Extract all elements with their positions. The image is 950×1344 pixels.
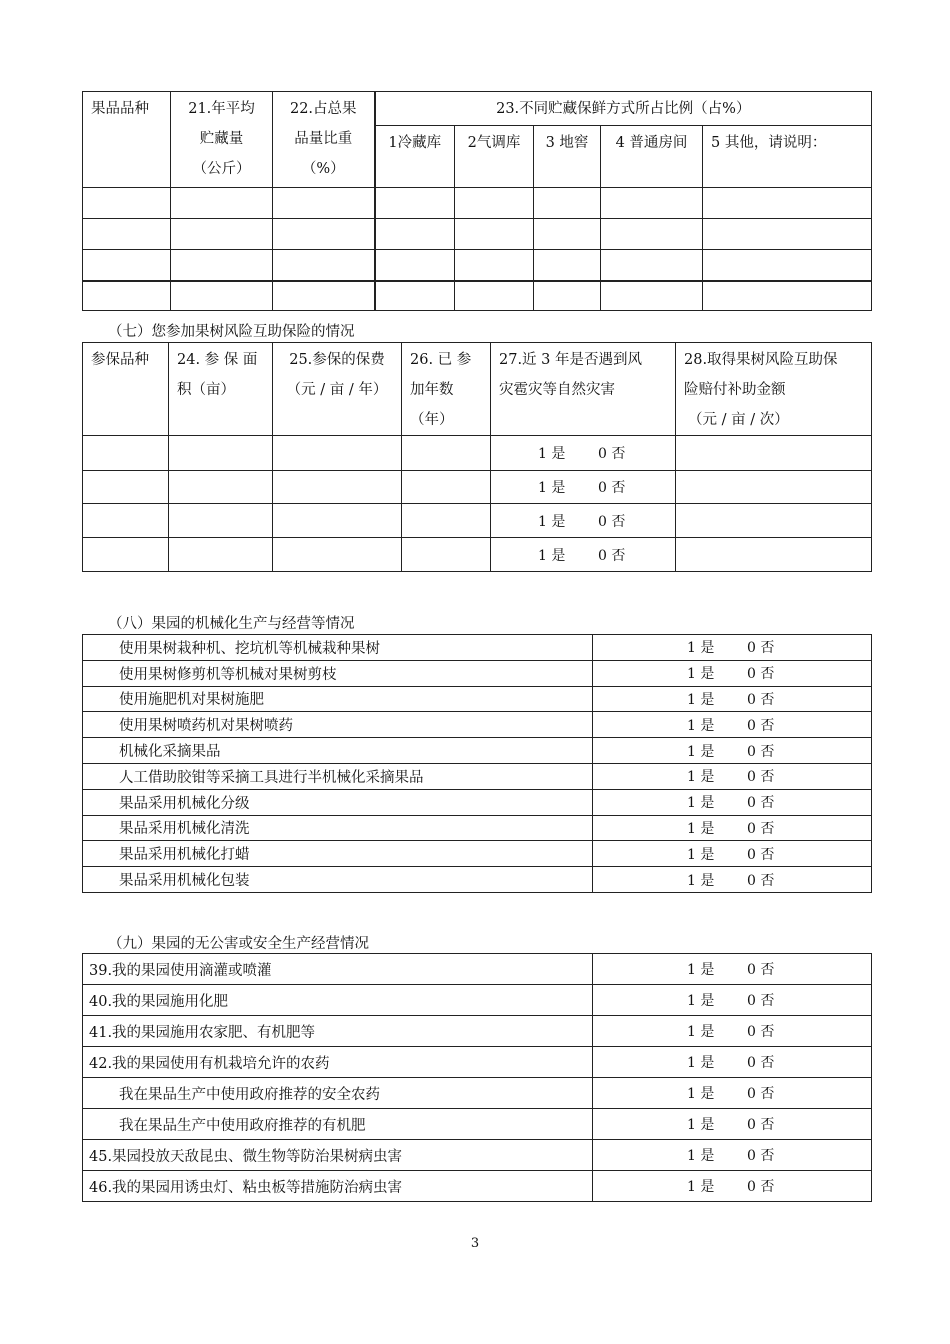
- table-row: [83, 436, 872, 471]
- yes-no-option[interactable]: 1 是 0 否: [491, 436, 676, 471]
- yes-no-option[interactable]: 1 是 0 否: [593, 1171, 872, 1202]
- yes-no-option[interactable]: 1 是 0 否: [593, 660, 872, 686]
- yes-no-option[interactable]: 1 是 0 否: [593, 1016, 872, 1047]
- table-row: [83, 985, 872, 1016]
- row-label: 使用果树栽种机、挖坑机等机械栽种果树: [83, 635, 593, 661]
- table-row: [83, 250, 872, 281]
- table-row: [83, 789, 872, 815]
- storage-table: [82, 91, 872, 311]
- safety-table: [82, 953, 872, 1202]
- storage-sub-3: 3 地窖: [534, 126, 601, 188]
- yes-no-option[interactable]: 1 是 0 否: [593, 954, 872, 985]
- storage-sub-4: 4 普通房间: [601, 126, 703, 188]
- yes-no-option[interactable]: 1 是 0 否: [593, 763, 872, 789]
- row-label: 39.我的果园使用滴灌或喷灌: [83, 954, 593, 985]
- storage-sub-2: 2气调库: [455, 126, 534, 188]
- yes-no-option[interactable]: 1 是 0 否: [593, 1140, 872, 1171]
- yes-no-option[interactable]: 1 是 0 否: [491, 504, 676, 538]
- row-label: 我在果品生产中使用政府推荐的安全农药: [83, 1078, 593, 1109]
- table-row: [83, 1078, 872, 1109]
- ins-col-27: 27.近 3 年是否遇到风 灾雹灾等自然灾害: [491, 343, 676, 436]
- row-label: 果品采用机械化清洗: [83, 815, 593, 841]
- table-row: [83, 281, 872, 311]
- ins-col-24: 24. 参 保 面 积（亩）: [169, 343, 273, 436]
- yes-no-option[interactable]: 1 是 0 否: [491, 538, 676, 572]
- table-row: [83, 538, 872, 572]
- row-label: 42.我的果园使用有机栽培允许的农药: [83, 1047, 593, 1078]
- row-label: 使用施肥机对果树施肥: [83, 686, 593, 712]
- row-label: 机械化采摘果品: [83, 738, 593, 764]
- yes-no-option[interactable]: 1 是 0 否: [593, 635, 872, 661]
- row-label: 45.果园投放天敌昆虫、微生物等防治果树病虫害: [83, 1140, 593, 1171]
- ins-col-25: 25.参保的保费 （元 / 亩 / 年）: [273, 343, 402, 436]
- storage-col-23-title: 23.不同贮藏保鲜方式所占比例（占%）: [375, 92, 872, 126]
- table-row: [83, 867, 872, 893]
- yes-no-option[interactable]: 1 是 0 否: [593, 1109, 872, 1140]
- row-label: 使用果树喷药机对果树喷药: [83, 712, 593, 738]
- yes-no-option[interactable]: 1 是 0 否: [491, 471, 676, 504]
- table-row: [83, 738, 872, 764]
- storage-sub-1: 1冷藏库: [375, 126, 455, 188]
- row-label: 41.我的果园施用农家肥、有机肥等: [83, 1016, 593, 1047]
- row-label: 人工借助胶钳等采摘工具进行半机械化采摘果品: [83, 763, 593, 789]
- table-row: [83, 1047, 872, 1078]
- table-row: [83, 954, 872, 985]
- section7-title: （七）您参加果树风险互助保险的情况: [108, 324, 355, 340]
- storage-col-21: 21.年平均 贮藏量 （公斤）: [171, 92, 273, 188]
- table-row: [83, 1016, 872, 1047]
- row-label: 果品采用机械化包装: [83, 867, 593, 893]
- section8-title: （八）果园的机械化生产与经营等情况: [108, 616, 355, 632]
- yes-no-option[interactable]: 1 是 0 否: [593, 1078, 872, 1109]
- table-row: [83, 219, 872, 250]
- row-label: 40.我的果园施用化肥: [83, 985, 593, 1016]
- row-label: 果品采用机械化分级: [83, 789, 593, 815]
- mechanization-table: [82, 634, 872, 893]
- storage-sub-5: 5 其他，请说明：: [703, 126, 872, 188]
- yes-no-option[interactable]: 1 是 0 否: [593, 841, 872, 867]
- table-row: [83, 686, 872, 712]
- table-row: [83, 815, 872, 841]
- table-row: [83, 1140, 872, 1171]
- ins-col-26: 26. 已 参 加年数 （年）: [402, 343, 491, 436]
- insurance-table: [82, 342, 872, 572]
- yes-no-option[interactable]: 1 是 0 否: [593, 738, 872, 764]
- storage-col-22: 22.占总果 品量比重 （%）: [273, 92, 375, 188]
- table-row: [83, 1171, 872, 1202]
- yes-no-option[interactable]: 1 是 0 否: [593, 686, 872, 712]
- section9-title: （九）果园的无公害或安全生产经营情况: [108, 936, 369, 952]
- row-label: 我在果品生产中使用政府推荐的有机肥: [83, 1109, 593, 1140]
- page-number: 3: [470, 1236, 480, 1251]
- row-label: 使用果树修剪机等机械对果树剪枝: [83, 660, 593, 686]
- yes-no-option[interactable]: 1 是 0 否: [593, 712, 872, 738]
- table-row: [83, 1109, 872, 1140]
- table-row: [83, 763, 872, 789]
- table-row: [83, 712, 872, 738]
- row-label: 果品采用机械化打蜡: [83, 841, 593, 867]
- table-row: [83, 471, 872, 504]
- ins-col-28: 28.取得果树风险互助保 险赔付补助金额 （元 / 亩 / 次）: [676, 343, 872, 436]
- yes-no-option[interactable]: 1 是 0 否: [593, 815, 872, 841]
- row-label: 46.我的果园用诱虫灯、粘虫板等措施防治病虫害: [83, 1171, 593, 1202]
- yes-no-option[interactable]: 1 是 0 否: [593, 867, 872, 893]
- yes-no-option[interactable]: 1 是 0 否: [593, 985, 872, 1016]
- table-row: [83, 188, 872, 219]
- table-row: [83, 504, 872, 538]
- yes-no-option[interactable]: 1 是 0 否: [593, 789, 872, 815]
- table-row: [83, 660, 872, 686]
- table-row: [83, 635, 872, 661]
- ins-col-fruit: 参保品种: [83, 343, 169, 436]
- storage-col-fruit: 果品品种: [83, 92, 171, 188]
- table-row: [83, 841, 872, 867]
- yes-no-option[interactable]: 1 是 0 否: [593, 1047, 872, 1078]
